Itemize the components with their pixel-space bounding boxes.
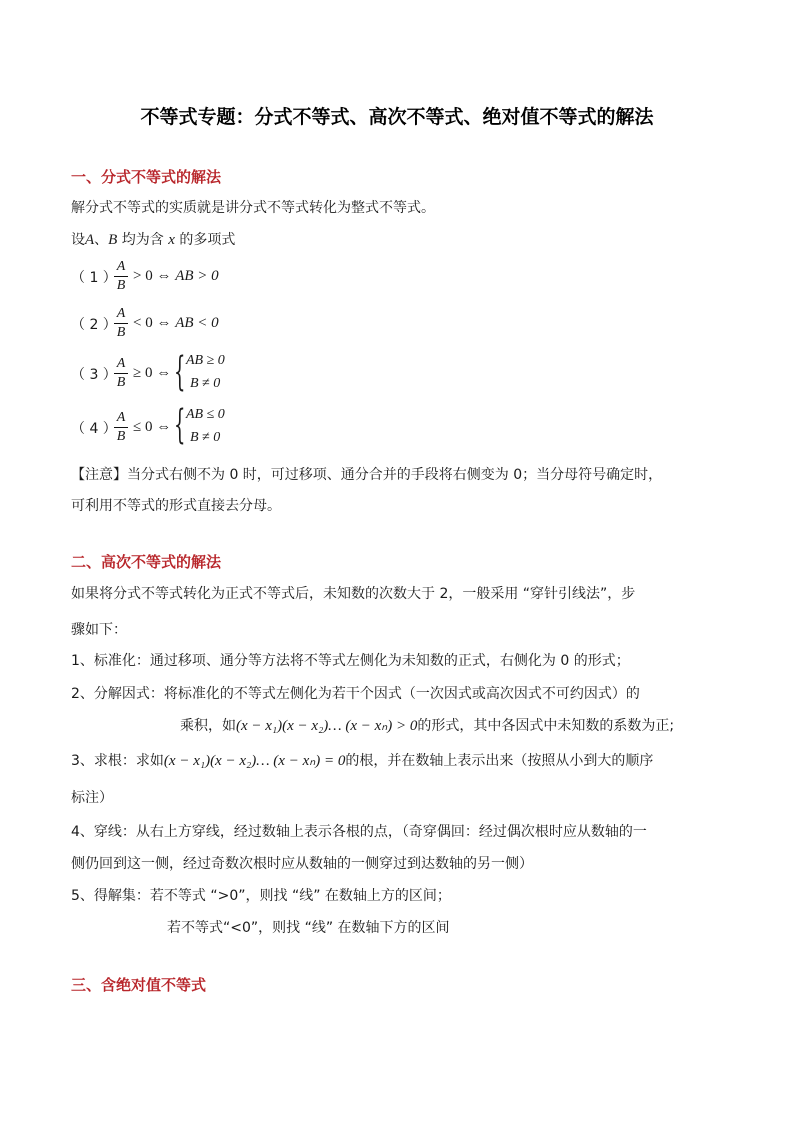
note-line-1: 【注意】当分式右侧不为 0 时，可过移项、通分合并的手段将右侧变为 0；当分母符号确定时， <box>71 467 663 483</box>
rule-1-relation: > 0 ⇔ AB > 0 <box>133 268 219 284</box>
rule-3-brace: { <box>174 349 186 395</box>
step-4-line-2: 侧仍回到这一侧，经过奇数次根时应从数轴的一侧穿过到达数轴的另一侧） <box>71 856 533 872</box>
section-2-intro-line-2: 骤如下： <box>71 622 127 638</box>
rule-4-relation: ≤ 0 ⇔ <box>133 419 172 435</box>
rule-4-fraction: A B <box>114 410 128 445</box>
rule-3-label: （ 3 ） <box>71 367 117 383</box>
note-line-2: 可利用不等式的形式直接去分母。 <box>71 498 281 514</box>
rule-1-fraction: A B <box>114 259 128 294</box>
rule-2-label: （ 2 ） <box>71 317 117 333</box>
rule-3-fraction: A B <box>114 356 128 391</box>
rule-2-fraction: A B <box>114 306 128 341</box>
section-3-heading: 三、含绝对值不等式 <box>71 976 207 994</box>
section-1-intro: 解分式不等式的实质就是讲分式不等式转化为整式不等式。 <box>71 200 435 216</box>
rule-4-line-2: B ≠ 0 <box>190 430 221 445</box>
step-3-line-2: 标注） <box>71 790 113 806</box>
section-2-intro-line-1: 如果将分式不等式转化为正式不等式后，未知数的次数大于 2，一般采用 “穿针引线法”，步 <box>71 586 636 602</box>
step-4-line-1: 4、穿线：从右上方穿线，经过数轴上表示各根的点，（奇穿偶回：经过偶次根时应从数轴的一 <box>71 824 647 840</box>
rule-4-label: （ 4 ） <box>71 421 117 437</box>
step-3-line-1: 3、求根：求如(x − x₁)(x − x₂)… (x − xₙ) = 0的根，并在数轴上表示出来（按照从小到大的顺序 <box>71 753 654 769</box>
page-title: 不等式专题：分式不等式、高次不等式、绝对值不等式的解法 <box>140 106 654 128</box>
rule-4-line-1: AB ≤ 0 <box>186 407 225 422</box>
rule-3-relation: ≥ 0 ⇔ <box>133 365 172 381</box>
section-2-heading: 二、高次不等式的解法 <box>71 553 222 571</box>
rule-3-line-2: B ≠ 0 <box>190 376 221 391</box>
step-2-line-1: 2、分解因式：将标准化的不等式左侧化为若干个因式（一次因式或高次因式不可约因式）的 <box>71 686 640 702</box>
step-2-formula: (x − x₁)(x − x₂)… (x − xₙ) > 0 <box>236 718 418 734</box>
section-1-setup: 设A、B 均为含 x 的多项式 <box>71 232 236 248</box>
section-1-heading: 一、分式不等式的解法 <box>71 168 222 186</box>
rule-3-line-1: AB ≥ 0 <box>186 353 225 368</box>
step-1: 1、标准化：通过移项、通分等方法将不等式左侧化为未知数的正式，右侧化为 0 的形式； <box>71 653 630 669</box>
step-5-line-2: 若不等式“<0”，则找 “线” 在数轴下方的区间 <box>167 920 450 936</box>
rule-4-brace: { <box>174 402 186 448</box>
step-5-line-1: 5、得解集：若不等式 “>0”，则找 “线” 在数轴上方的区间； <box>71 888 451 904</box>
rule-1-label: （ 1 ） <box>71 270 117 286</box>
step-3-formula: (x − x₁)(x − x₂)… (x − xₙ) = 0 <box>163 753 346 769</box>
step-2-line-2: 乘积，如(x − x₁)(x − x₂)… (x − xₙ) > 0的形式，其中各因式中未知数的系数为正; <box>180 718 675 734</box>
rule-2-relation: < 0 ⇔ AB < 0 <box>133 315 219 331</box>
